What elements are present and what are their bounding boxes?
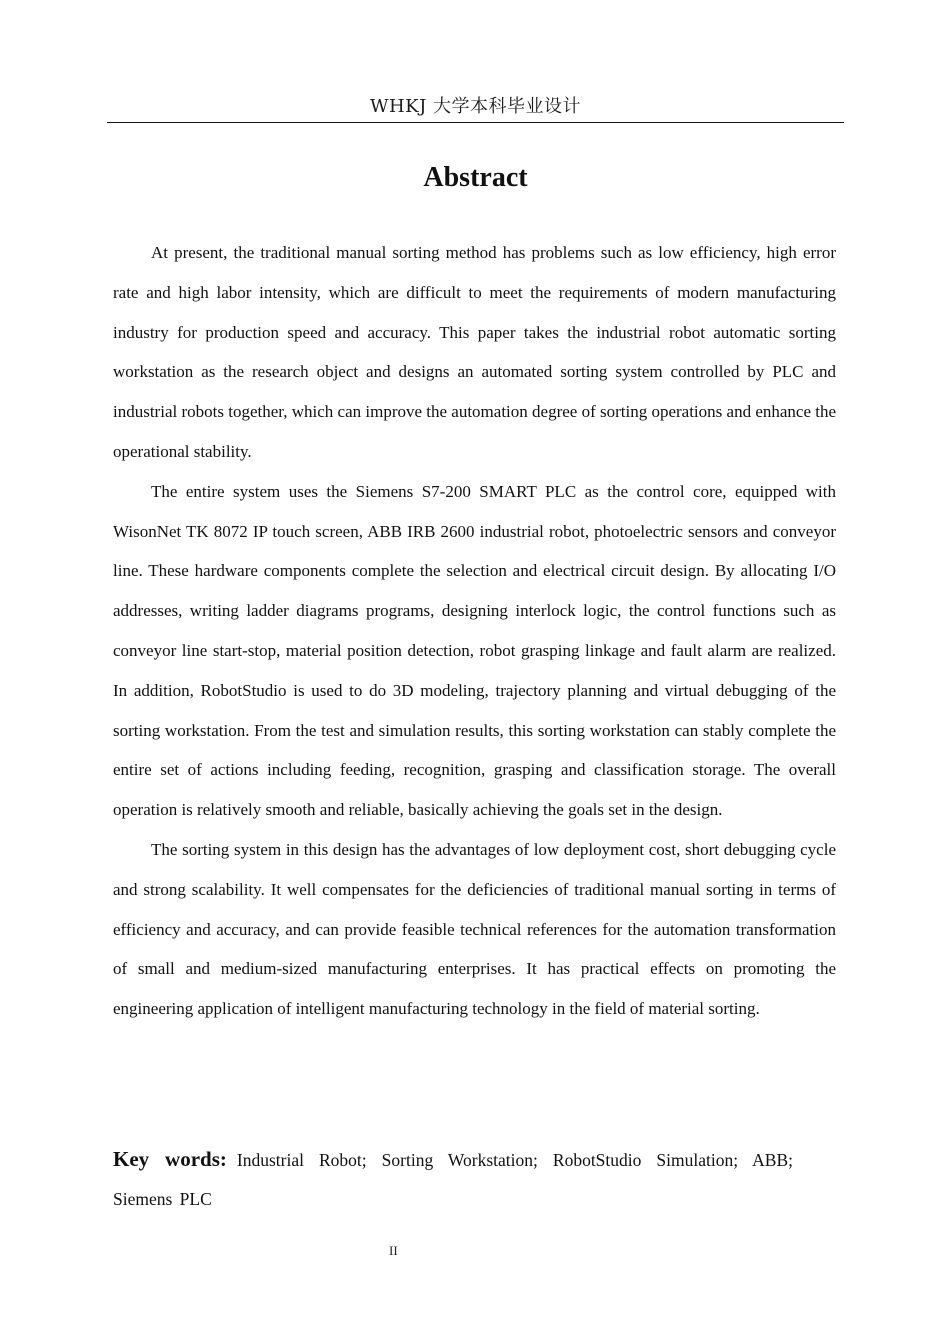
running-header: WHKJ 大学本科毕业设计 (369, 96, 582, 117)
abstract-paragraph-1: At present, the traditional manual sorting method has problems such as low efficiency, high error rate and high labor intensity, which are difficult to meet the requirements of modern manufacturing industry for production speed and accuracy. This paper takes the industrial robot automatic sorting workstation as the research object and designs an automated sorting system controlled by PLC and industrial robots together, which can improve the automation degree of sorting operations and enhance the operational stability. (113, 243, 837, 461)
abstract-body (113, 233, 836, 1029)
page-title: Abstract (423, 162, 528, 193)
page-number: II (389, 1243, 398, 1258)
header-divider (107, 122, 844, 123)
abstract-paragraph-3: The sorting system in this design has the advantages of low deployment cost, short debugging cycle and strong scalability. It well compensates for the deficiencies of traditional manual sorting in terms of efficiency and accuracy, and can provide feasible technical references for the automation transformation of small and medium-sized manufacturing enterprises. It has practical effects on promoting the engineering application of intelligent manufacturing technology in the field of material sorting. (113, 839, 836, 1019)
keywords-label: Key words: (113, 1147, 227, 1171)
keywords-list: Industrial Robot; Sorting Workstation; RobotStudio Simulation; ABB; Siemens PLC (113, 1150, 793, 1209)
keywords-block (113, 1140, 793, 1219)
abstract-paragraph-2: The entire system uses the Siemens S7-200 SMART PLC as the control core, equipped with WisonNet TK 8072 IP touch screen, ABB IRB 2600 industrial robot, photoelectric sensors and conveyor line. These hardware components complete the selection and electrical circuit design. By allocating I/O addresses, writing ladder diagrams programs, designing interlock logic, the control functions such as conveyor line start-stop, material position detection, robot grasping linkage and fault alarm are realized. In addition, RobotStudio is used to do 3D modeling, trajectory planning and virtual debugging of the sorting workstation. From the test and simulation results, this sorting workstation can stably complete the entire set of actions including feeding, recognition, grasping and classification storage. The overall operation is relatively smooth and reliable, basically achieving the goals set in the design. (113, 481, 836, 820)
